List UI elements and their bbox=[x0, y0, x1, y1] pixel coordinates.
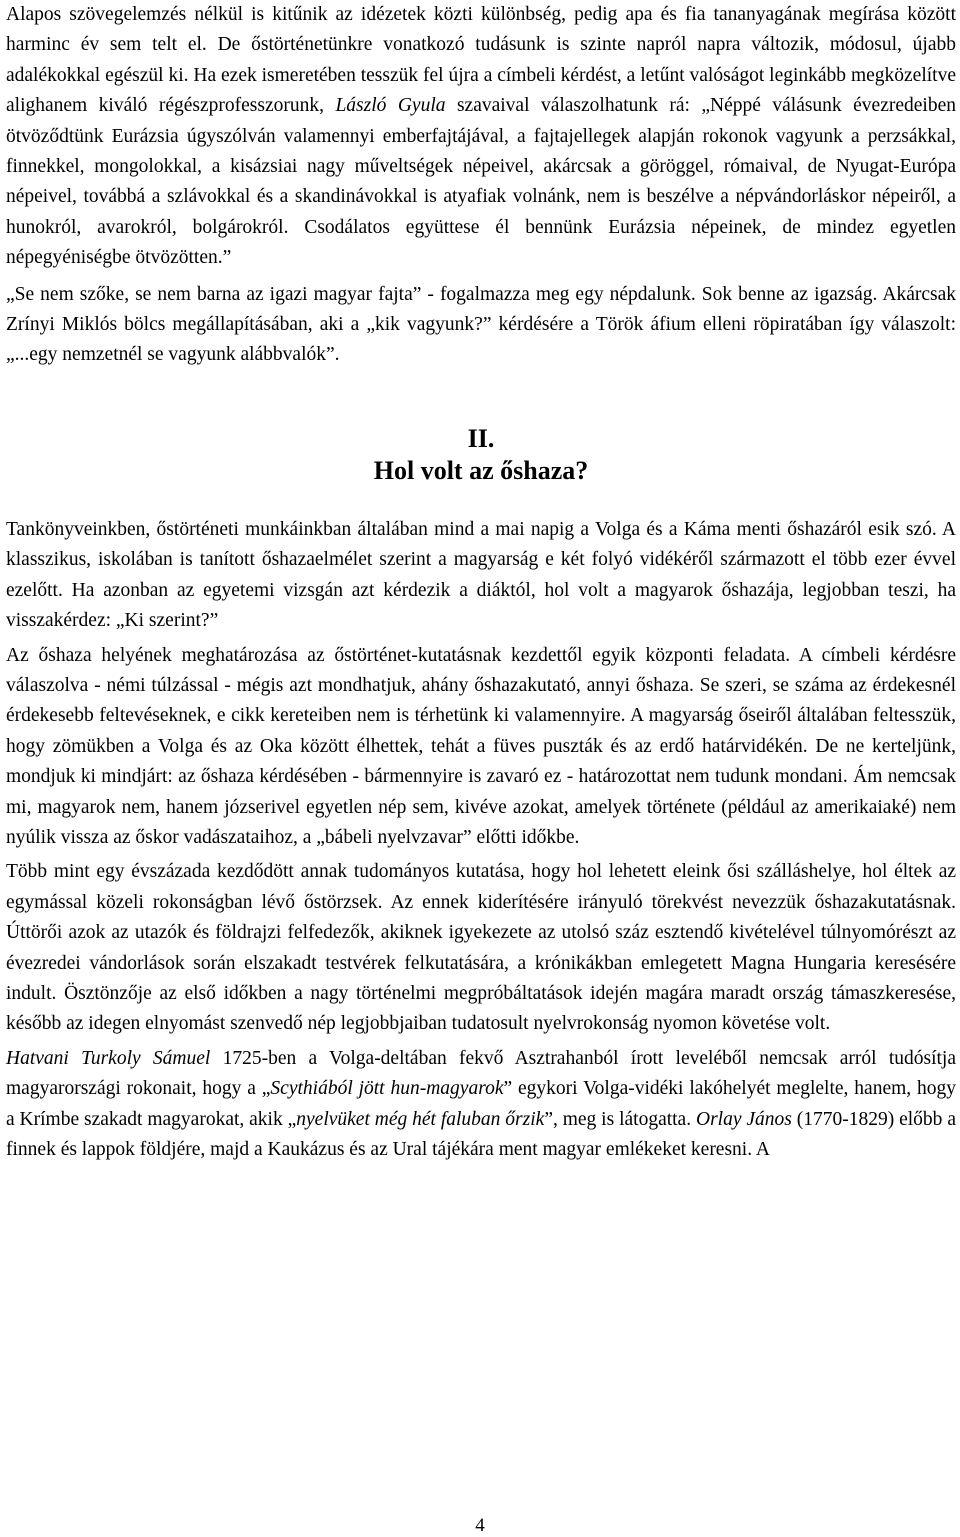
section-title: Hol volt az őshaza? bbox=[373, 455, 589, 485]
paragraph bbox=[6, 515, 956, 637]
italic-text: Scythiából jött hun-magyarok bbox=[270, 1078, 504, 1100]
paragraph bbox=[6, 1044, 956, 1166]
section-number: II. bbox=[467, 423, 495, 453]
text-run: ”, meg is látogatta. bbox=[544, 1108, 696, 1130]
paragraph bbox=[6, 0, 956, 274]
text-run: Az őshaza helyének meghatározása az őstörténet-kutatásnak kezdettől egyik központi feladata. A címbeli kérdésre válaszolva - némi túlzással - mégis azt mondhatjuk, ahány őshazakutató, annyi őshaza. Se szeri, se száma az érdekesnél érdekesebb feltevéseknek, e cikk kereteiben nem is térhetünk ki valamennyire. A magyarság őseiről általában feltesszük, hogy zömükben a Volga és az Oka között élhettek, tehát a füves puszták és az erdő határvidékén. De ne kerteljünk, mondjuk ki mindjárt: az őshaza kérdésében - bármennyire is zavaró ez - határozottat nem tudunk mondani. Ám nemcsak mi, magyarok nem, hanem józserivel egyetlen nép sem, kivéve azokat, amelyek története (például az amerikaiaké) nem nyúlik vissza az őskor vadászataihoz, a „bábeli nyelvzavar” előtti időkbe. bbox=[6, 644, 956, 848]
text-run: ” egykori Volga-vidéki lakóhelyét meglelte, hanem, hogy a Krímbe szakadt magyarokat, akik „ bbox=[6, 1078, 957, 1130]
italic-text: Hatvani Turkoly Sámuel bbox=[6, 1047, 211, 1069]
text-run: „Se nem szőke, se nem barna az igazi magyar fajta” - fogalmazza meg egy népdalunk. Sok benne az igazság. Akárcsak Zrínyi Miklós bölcs megállapításában, aki a „kik vagyunk?” kérdésére a Török áfium elleni röpiratában így válaszolt: „...egy nemzetnél se vagyunk alábbvalók”. bbox=[6, 283, 956, 366]
italic-text: nyelvüket még hét faluban őrzik bbox=[296, 1108, 545, 1130]
italic-text: László Gyula bbox=[335, 95, 446, 117]
page-number: 4 bbox=[475, 1515, 485, 1536]
text-run: Több mint egy évszázada kezdődött annak tudományos kutatása, hogy hol lehetett eleink ősi szálláshelye, hol éltek az egymással közeli rokonságban lévő őstörzsek. Az ennek kiderítésére irányuló törekvést nevezzük őshazakutatásnak. Úttörői azok az utazók és földrajzi felfedezők, akiknek igyekezete az utolsó száz esztendő kivételével túlnyomórészt az évezredei vándorlások során elszakadt testvérek felkutatására, a krónikákban emlegetett Magna Hungaria keresésére indult. Ösztönzője az első időkben a nagy történelmi megpróbáltatások idején magára maradt ország támaszkeresése, később az idegen elnyomást szenvedő nép legjobbjaiban tudatosult nyelvrokonság nyomon követése volt. bbox=[6, 861, 956, 1035]
paragraph bbox=[6, 857, 956, 1039]
paragraph bbox=[6, 641, 956, 854]
document-page bbox=[6, 0, 956, 1165]
text-run: Alapos szövegelemzés nélkül is kitűnik az idézetek közti különbség, pedig apa és fia tananyagának megírása között harminc év sem telt el. De őstörténetünkre vonatkozó tudásunk is szinte napról napra változik, módosul, újabb adalékokkal egészül ki. Ha ezek ismeretében tesszük fel újra a címbeli kérdést, a letűnt valóságot leginkább megközelítve alighanem kiváló régészprofesszorunk, bbox=[6, 4, 956, 117]
paragraph bbox=[6, 280, 956, 371]
text-run: Tankönyveinkben, őstörténeti munkáinkban általában mind a mai napig a Volga és a Káma menti őshazáról esik szó. A klasszikus, iskolában is tanított őshazaelmélet szerint a magyarság e két folyó vidékéről származott el több ezer évvel ezelőtt. Ha azonban az egyetemi vizsgán azt kérdezik a diáktól, hol volt a magyarok őshazája, legjobban teszi, ha visszakérdez: „Ki szerint?” bbox=[6, 518, 956, 632]
text-run: (1770-1829) előbb a finnek és lappok földjére, majd a Kaukázus és az Ural tájékára ment magyar emlékeket keresni. A bbox=[6, 1108, 956, 1160]
italic-text: Orlay János bbox=[695, 1108, 792, 1130]
text-run: 1725-ben a Volga-deltában fekvő Asztrahanból írott leveléből nemcsak arról tudósítja magyarországi rokonait, hogy a „ bbox=[6, 1047, 956, 1100]
text-run: szavaival válaszolhatunk rá: „Néppé válásunk évezredeiben ötvöződtünk Eurázsia úgyszólván valamennyi emberfajtájával, a fajtajellegek alapján rokonok vagyunk a perzsákkal, finnekkel, mongolokkal, a kisázsiai nagy műveltségek népeivel, akárcsak a göröggel, rómaival, de Nyugat-Európa népeivel, továbbá a szlávokkal és a skandinávokkal is atyafiak volnánk, nem is beszélve a népvándorláskor népeiről, a hunokról, avarokról, bolgárokról. Csodálatos együttese él bennünk Eurázsia népeinek, de mindez egyetlen népegyéniségbe ötvözötten.” bbox=[6, 95, 956, 269]
